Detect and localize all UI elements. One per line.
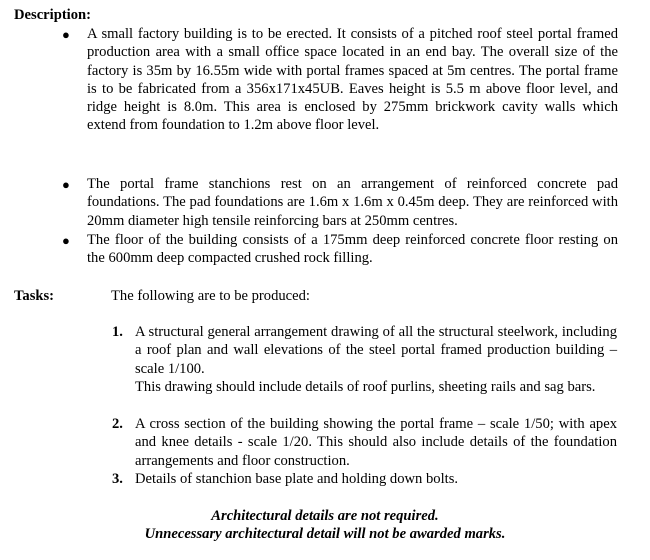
description-paragraph-1: A small factory building is to be erected. It consists of a pitched roof steel portal framed production area with a small office space located in an end bay. The overall size of the factory is 35m by 16.55m wide with portal frames spaced at 5m centres. The portal frame is to be fabricated from a 356x171x45UB. Eaves height is 5.5 m above floor level, and ridge height is 8.0m. This area is enclosed by 275mm brickwork cavity walls which extend from foundation to 1.2m above floor level. (87, 26, 618, 134)
bullet-icon: ● (62, 27, 70, 42)
bullet-icon: ● (62, 177, 70, 192)
task-item-1-note: This drawing should include details of roof purlins, sheeting rails and sag bars. (135, 378, 596, 395)
bullet-icon: ● (62, 233, 70, 248)
task-item-1 (135, 323, 617, 396)
task-item-1-text: A structural general arrangement drawing of all the structural steelwork, including a roof plan and wall elevations of the steel portal framed production building – scale 1/100. (135, 324, 617, 377)
task-item-3: Details of stanchion base plate and holding down bolts. (135, 471, 459, 487)
description-paragraph-3: The floor of the building consists of a 175mm deep reinforced concrete floor resting on the 600mm deep compacted crushed rock filling. (87, 232, 618, 267)
description-heading: Description: (14, 7, 92, 23)
note-not-required: Architectural details are not required. (211, 508, 439, 524)
description-paragraph-2: The portal frame stanchions rest on an arrangement of reinforced concrete pad foundations. The pad foundations are 1.6m x 1.6m x 0.45m deep. They are reinforced with 20mm diameter high tensile reinforcing bars at 250mm centres. (87, 176, 618, 229)
tasks-intro: The following are to be produced: (111, 288, 310, 304)
tasks-heading: Tasks: (14, 288, 55, 304)
note-no-marks: Unnecessary architectural detail will not be awarded marks. (144, 526, 506, 542)
task-item-2: A cross section of the building showing the portal frame – scale 1/50; with apex and knee details - scale 1/20. This should also include details of the foundation arrangements and floor construction. (135, 416, 617, 469)
task-number-1: 1. (112, 324, 123, 340)
task-number-2: 2. (112, 416, 123, 432)
task-number-3: 3. (112, 471, 123, 487)
